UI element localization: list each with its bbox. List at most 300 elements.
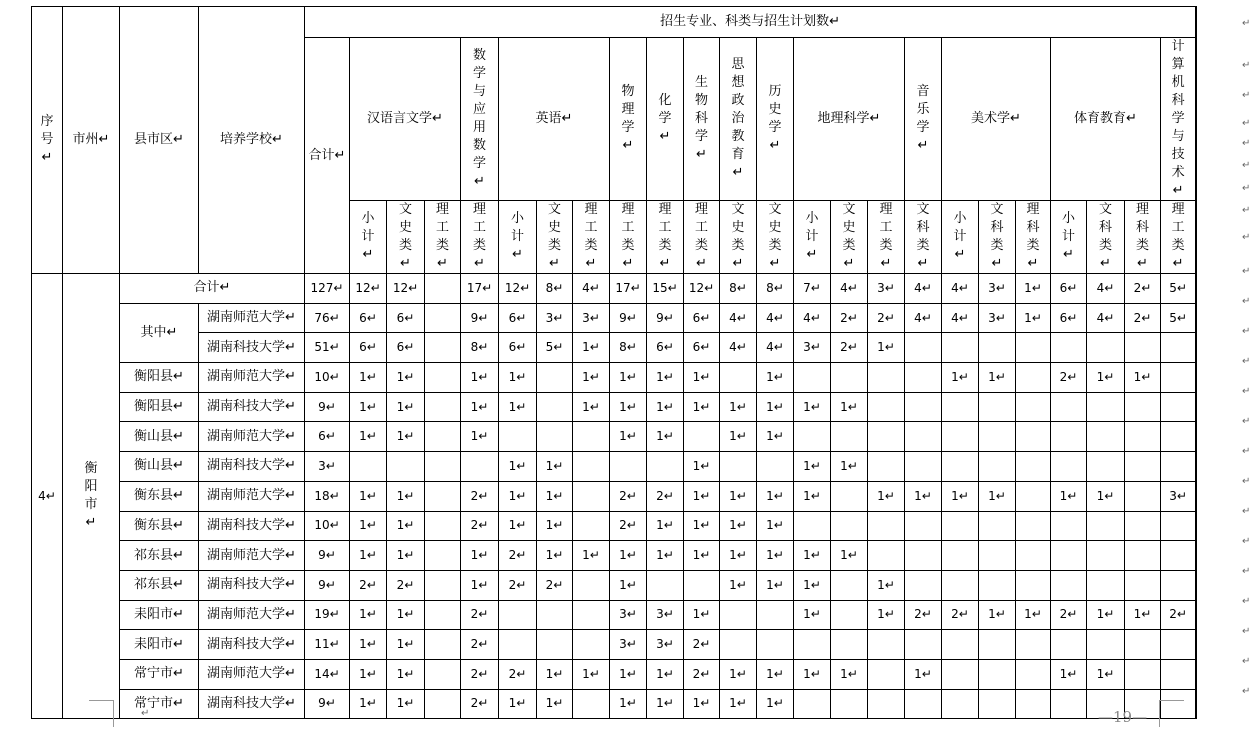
cell-value-text: 1↵ <box>508 399 527 414</box>
cell-value <box>647 481 684 511</box>
cell-value-text: 1↵ <box>877 488 895 503</box>
cell-value-text: 1↵ <box>396 369 415 384</box>
cell-value-text: 1↵ <box>656 518 674 533</box>
cell-value <box>831 541 868 571</box>
cell-value-text: 4↵ <box>729 340 747 355</box>
header-sub-12-text: 小计↵ <box>805 211 819 262</box>
header-sub-16 <box>942 201 979 274</box>
county-name-text: 衡阳县↵ <box>134 399 184 415</box>
cell-value <box>1016 541 1051 571</box>
cell-value-text: 4↵ <box>840 280 858 295</box>
school-name <box>199 511 305 541</box>
cell-value <box>868 600 905 630</box>
cell-value <box>794 541 831 571</box>
cell-value <box>1016 630 1051 660</box>
cell-value <box>499 422 537 452</box>
cell-value <box>868 333 905 363</box>
school-name <box>199 630 305 660</box>
county-name <box>120 481 199 511</box>
row-total-label-text: 合计↵ <box>193 280 231 296</box>
header-sub-22 <box>1161 201 1196 274</box>
cell-value <box>1196 570 1197 600</box>
paragraph-mark: ↵ <box>1242 296 1251 307</box>
cell-value-text: 3↵ <box>656 607 674 622</box>
paragraph-mark: ↵ <box>1242 205 1251 216</box>
cell-value <box>979 452 1016 482</box>
cell-value-text: 2↵ <box>545 577 564 592</box>
cell-value-text: 1↵ <box>359 429 377 444</box>
school-name-text: 湖南科技大学↵ <box>207 517 296 533</box>
cell-value <box>425 511 461 541</box>
cell-value <box>610 274 647 304</box>
cell-value-text: 1↵ <box>729 666 747 681</box>
cell-value-text: 6↵ <box>508 340 527 355</box>
cell-value <box>387 481 425 511</box>
cell-value <box>537 600 573 630</box>
cell-value-text: 3↵ <box>803 340 821 355</box>
cell-value <box>757 689 794 719</box>
cell-value-text: 1↵ <box>582 548 600 563</box>
cell-value <box>425 422 461 452</box>
cell-value <box>720 689 757 719</box>
cell-value <box>794 689 831 719</box>
cell-value-text: 9↵ <box>619 310 637 325</box>
cell-value-text: 1↵ <box>840 458 858 473</box>
cell-value <box>684 452 720 482</box>
county-name-text: 常宁市↵ <box>134 666 184 682</box>
county-name-text: 衡东县↵ <box>134 517 184 533</box>
county-name-text: 耒阳市↵ <box>134 636 184 652</box>
cell-value <box>1196 303 1197 333</box>
cell-value <box>905 630 942 660</box>
school-name <box>199 659 305 689</box>
header-sub-13-text: 文史类↵ <box>842 202 856 271</box>
cell-value <box>573 422 610 452</box>
cell-value-text: 1↵ <box>508 518 527 533</box>
cell-value <box>1087 541 1125 571</box>
cell-value <box>794 452 831 482</box>
cell-value <box>425 570 461 600</box>
header-county-text: 县市区↵ <box>134 132 184 147</box>
cell-value-text: 1↵ <box>582 369 600 384</box>
cell-value <box>610 689 647 719</box>
group-city-text: 衡阳市↵ <box>84 461 98 531</box>
cell-value <box>425 452 461 482</box>
cell-value <box>537 689 573 719</box>
cell-value-text: 1↵ <box>803 666 821 681</box>
cell-value <box>1125 274 1161 304</box>
cell-value <box>979 303 1016 333</box>
county-name <box>120 363 199 393</box>
cell-value <box>1051 570 1087 600</box>
cell-value-text: 1↵ <box>359 637 377 652</box>
cell-value-text: 1↵ <box>729 429 747 444</box>
cell-value <box>1087 363 1125 393</box>
cell-value-text: 2↵ <box>840 340 858 355</box>
cell-value <box>647 363 684 393</box>
cell-value <box>979 570 1016 600</box>
county-name <box>120 570 199 600</box>
cell-value <box>1125 541 1161 571</box>
cell-value <box>684 481 720 511</box>
header-group-title <box>305 7 1196 38</box>
cell-value <box>1196 600 1197 630</box>
county-name-text: 耒阳市↵ <box>134 606 184 622</box>
cell-value-text: 2↵ <box>470 637 489 652</box>
cell-value <box>757 274 794 304</box>
cell-value-text: 1↵ <box>359 518 377 533</box>
table-row <box>32 659 1197 689</box>
cell-value <box>684 659 720 689</box>
cell-value-text: 1↵ <box>877 577 895 592</box>
cell-value <box>1087 630 1125 660</box>
cell-value-text: 1↵ <box>766 429 784 444</box>
cell-value-text: 9↵ <box>318 548 336 563</box>
cell-value <box>499 363 537 393</box>
cell-value <box>831 600 868 630</box>
header-row-1 <box>32 7 1197 38</box>
cell-value <box>831 422 868 452</box>
cell-value-text: 2↵ <box>470 607 489 622</box>
cell-value <box>1016 274 1051 304</box>
header-sub-8-text: 理工类↵ <box>658 202 672 271</box>
county-name-text: 祁东县↵ <box>134 547 184 563</box>
cell-value <box>425 274 461 304</box>
cell-value-text: 2↵ <box>1133 310 1152 325</box>
cell-value <box>1161 481 1196 511</box>
cell-value-text: 1↵ <box>1024 310 1042 325</box>
cell-value <box>1196 659 1197 689</box>
cell-value-text: 2↵ <box>692 666 711 681</box>
cell-value <box>757 659 794 689</box>
cell-value <box>831 570 868 600</box>
cell-value <box>868 274 905 304</box>
cell-value <box>942 392 979 422</box>
cell-value-text: 6↵ <box>656 340 674 355</box>
table-row <box>32 481 1197 511</box>
cell-value <box>499 600 537 630</box>
cell-value <box>305 511 350 541</box>
cell-value-text: 1↵ <box>359 696 377 711</box>
cell-value-text: 1↵ <box>545 488 564 503</box>
header-major-math <box>461 38 499 201</box>
table-row <box>32 274 1197 304</box>
cell-value <box>1161 511 1196 541</box>
header-county <box>120 7 199 274</box>
cell-value-text: 1↵ <box>1096 666 1115 681</box>
paragraph-mark: ↵ <box>141 708 150 719</box>
school-name <box>199 303 305 333</box>
cell-value-text: 1↵ <box>1024 607 1042 622</box>
cell-value <box>573 541 610 571</box>
cell-value-text: 6↵ <box>508 310 527 325</box>
cell-value <box>720 452 757 482</box>
cell-value <box>573 481 610 511</box>
header-major-history-text: 历史学↵ <box>768 84 782 153</box>
cell-value <box>350 422 387 452</box>
cell-value-text: 1↵ <box>656 696 674 711</box>
cell-value-text: 1↵ <box>877 607 895 622</box>
row-total-label <box>120 274 305 304</box>
cell-value <box>305 689 350 719</box>
cell-value-text: 3↵ <box>1169 488 1187 503</box>
cell-value-text: 1↵ <box>1133 369 1152 384</box>
cell-value <box>610 481 647 511</box>
cell-value <box>942 274 979 304</box>
cell-value-text: 2↵ <box>1059 607 1078 622</box>
cell-value <box>905 274 942 304</box>
cell-value-text: 1↵ <box>619 548 637 563</box>
cell-value <box>1125 511 1161 541</box>
paragraph-mark: ↵ <box>1242 60 1251 71</box>
cell-value-text: 4↵ <box>766 310 784 325</box>
header-sub-5-text: 文史类↵ <box>547 202 561 271</box>
cell-value <box>647 274 684 304</box>
cell-value <box>1051 363 1087 393</box>
cell-value <box>794 274 831 304</box>
header-sub-20 <box>1087 201 1125 274</box>
school-name-text: 湖南师范大学↵ <box>207 488 296 504</box>
cell-value <box>305 363 350 393</box>
cell-value <box>757 452 794 482</box>
cell-value-text: 4↵ <box>914 310 932 325</box>
header-major-english-text: 英语↵ <box>535 111 573 126</box>
cell-value <box>905 570 942 600</box>
cell-value <box>1087 570 1125 600</box>
cell-value-text: 2↵ <box>508 577 527 592</box>
county-name <box>120 422 199 452</box>
cell-value <box>831 392 868 422</box>
header-sub-17-text: 文科类↵ <box>990 202 1004 271</box>
subtotal-label-text: 其中↵ <box>140 324 178 340</box>
cell-value <box>573 600 610 630</box>
cell-value <box>1016 392 1051 422</box>
cell-value <box>350 363 387 393</box>
cell-value-text: 1↵ <box>729 518 747 533</box>
table-row <box>32 541 1197 571</box>
header-notes <box>1196 7 1197 274</box>
cell-value <box>905 541 942 571</box>
cell-value <box>573 333 610 363</box>
cell-value-text: 2↵ <box>1169 607 1187 622</box>
cell-value-text: 2↵ <box>396 577 415 592</box>
cell-value-text: 1↵ <box>803 488 821 503</box>
cell-value <box>1016 363 1051 393</box>
cell-value <box>1196 541 1197 571</box>
school-name <box>199 600 305 630</box>
cell-value <box>942 511 979 541</box>
header-major-chemistry-text: 化学↵ <box>658 93 672 144</box>
header-major-geo <box>794 38 905 201</box>
school-name-text: 湖南科技大学↵ <box>207 577 296 593</box>
cell-value <box>387 659 425 689</box>
cell-value-text: 9↵ <box>318 696 336 711</box>
cell-value <box>425 689 461 719</box>
header-total <box>305 38 350 274</box>
header-total-text: 合计↵ <box>308 147 346 163</box>
cell-value <box>1196 392 1197 422</box>
cell-value <box>537 511 573 541</box>
cell-value <box>979 363 1016 393</box>
paragraph-mark: ↵ <box>1242 416 1251 427</box>
cell-value-text: 1↵ <box>766 548 784 563</box>
cell-value-text: 1↵ <box>359 548 377 563</box>
cell-value <box>979 600 1016 630</box>
cell-value <box>573 363 610 393</box>
cell-value <box>1087 452 1125 482</box>
cell-value <box>942 422 979 452</box>
cell-value <box>461 630 499 660</box>
cell-value <box>387 630 425 660</box>
cell-value-text: 2↵ <box>470 696 489 711</box>
cell-value <box>979 630 1016 660</box>
cell-value <box>305 422 350 452</box>
paragraph-mark: ↵ <box>1242 232 1251 243</box>
cell-value <box>1051 689 1087 719</box>
cell-value <box>1087 274 1125 304</box>
cell-value <box>684 274 720 304</box>
cell-value <box>537 570 573 600</box>
cell-value <box>831 452 868 482</box>
county-name <box>120 541 199 571</box>
header-major-history <box>757 38 794 201</box>
header-major-english <box>499 38 610 201</box>
cell-value <box>1016 600 1051 630</box>
cell-value <box>537 333 573 363</box>
header-sub-10 <box>720 201 757 274</box>
cell-value <box>425 363 461 393</box>
header-sub-16-text: 小计↵ <box>953 211 967 262</box>
header-major-physics <box>610 38 647 201</box>
paragraph-mark: ↵ <box>1242 446 1251 457</box>
cell-value <box>794 600 831 630</box>
cell-value-text: 5↵ <box>1169 310 1187 325</box>
cell-value-text: 5↵ <box>1169 280 1187 295</box>
cell-value-text: 4↵ <box>951 280 969 295</box>
cell-value-text: 1↵ <box>803 458 821 473</box>
cell-value <box>1196 511 1197 541</box>
header-seq <box>32 7 63 274</box>
cell-value-text: 1↵ <box>766 696 784 711</box>
school-name-text: 湖南师范大学↵ <box>207 606 296 622</box>
cell-value-text: 2↵ <box>508 666 527 681</box>
cell-value-text: 1↵ <box>545 458 564 473</box>
table-row <box>32 511 1197 541</box>
cell-value <box>1016 481 1051 511</box>
cell-value <box>1161 600 1196 630</box>
header-sub-4-text: 小计↵ <box>510 211 524 262</box>
school-name-text: 湖南师范大学↵ <box>207 666 296 682</box>
cell-value-text: 1↵ <box>1096 369 1115 384</box>
cell-value-text: 4↵ <box>803 310 821 325</box>
cell-value <box>720 630 757 660</box>
cell-value-text: 1↵ <box>470 548 489 563</box>
cell-value-text: 1↵ <box>840 548 858 563</box>
cell-value <box>573 392 610 422</box>
cell-value-text: 7↵ <box>803 280 821 295</box>
cell-value-text: 1↵ <box>545 548 564 563</box>
header-major-pe-text: 体育教育↵ <box>1074 111 1137 126</box>
cell-value-text: 1↵ <box>803 399 821 414</box>
cell-value <box>1016 570 1051 600</box>
header-sub-4 <box>499 201 537 274</box>
cell-value-text: 3↵ <box>988 280 1006 295</box>
cell-value <box>1016 452 1051 482</box>
cell-value <box>610 422 647 452</box>
cell-value-text: 1↵ <box>692 488 711 503</box>
cell-value <box>647 422 684 452</box>
cell-value <box>537 481 573 511</box>
cell-value <box>461 363 499 393</box>
cell-value-text: 1↵ <box>470 399 489 414</box>
cell-value <box>499 452 537 482</box>
table-row <box>32 630 1197 660</box>
cell-value <box>647 392 684 422</box>
cell-value <box>610 333 647 363</box>
cell-value-text: 1↵ <box>692 696 711 711</box>
cell-value <box>537 659 573 689</box>
cell-value-text: 2↵ <box>359 577 377 592</box>
cell-value-text: 9↵ <box>470 310 489 325</box>
cell-value <box>425 481 461 511</box>
cell-value <box>905 333 942 363</box>
header-sub-5 <box>537 201 573 274</box>
cell-value-text: 1↵ <box>840 666 858 681</box>
cell-value <box>610 659 647 689</box>
cell-value <box>794 570 831 600</box>
cell-value <box>684 600 720 630</box>
header-major-art <box>942 38 1051 201</box>
cell-value <box>757 392 794 422</box>
cell-value-text: 6↵ <box>1059 280 1078 295</box>
cell-value <box>537 392 573 422</box>
cell-value <box>610 303 647 333</box>
cell-value <box>684 570 720 600</box>
cell-value <box>350 511 387 541</box>
header-major-biology <box>684 38 720 201</box>
cell-value <box>573 452 610 482</box>
cell-value-text: 1↵ <box>545 696 564 711</box>
cell-value <box>305 659 350 689</box>
cell-value <box>942 570 979 600</box>
header-major-pe <box>1051 38 1161 201</box>
cell-value-text: 1↵ <box>988 369 1006 384</box>
cell-value <box>684 422 720 452</box>
cell-value <box>905 481 942 511</box>
cell-value-text: 1↵ <box>840 399 858 414</box>
paragraph-mark: ↵ <box>1242 656 1251 667</box>
cell-value <box>1087 481 1125 511</box>
cell-value-text: 1↵ <box>396 696 415 711</box>
cell-value <box>537 630 573 660</box>
cell-value <box>537 422 573 452</box>
header-sub-18 <box>1016 201 1051 274</box>
cell-value <box>350 481 387 511</box>
cell-value <box>425 659 461 689</box>
cell-value <box>461 541 499 571</box>
cell-value-text: 4↵ <box>914 280 932 295</box>
cell-value <box>387 274 425 304</box>
header-major-music-text: 音乐学↵ <box>916 84 930 153</box>
header-major-physics-text: 物理学↵ <box>621 84 635 153</box>
header-major-politics-text: 思想政治教育↵ <box>731 57 745 180</box>
cell-value <box>979 274 1016 304</box>
cell-value-text: 1↵ <box>766 488 784 503</box>
cell-value <box>610 452 647 482</box>
cell-value-text: 1↵ <box>396 607 415 622</box>
cell-value <box>425 333 461 363</box>
header-sub-9 <box>684 201 720 274</box>
